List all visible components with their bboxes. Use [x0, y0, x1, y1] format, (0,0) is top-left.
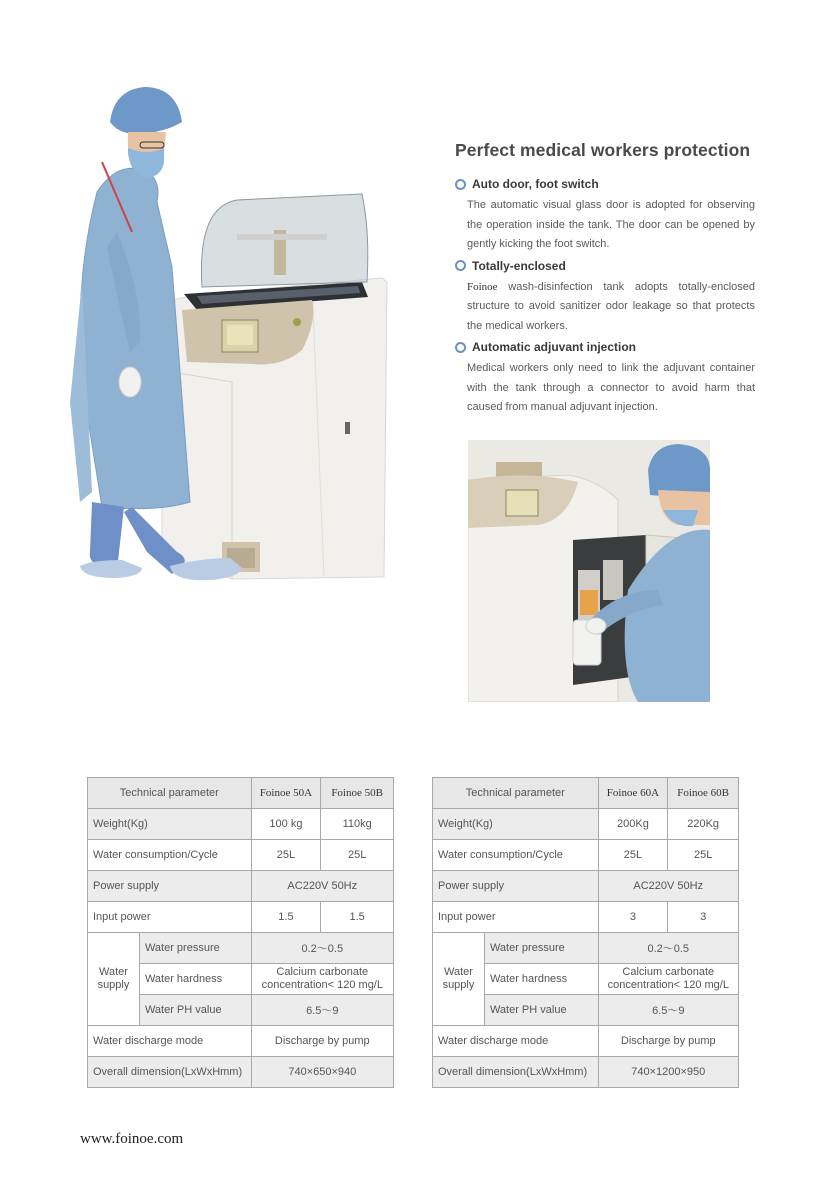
model-b-header: Foinoe 50B: [321, 778, 394, 809]
table-row: Water PH value 6.5～9: [433, 995, 739, 1026]
feature-text-adjuvant: Medical workers only need to link the adjuvant container with the tank through a connector to avoid harm that caused from manual adjuvant injection.: [467, 362, 755, 413]
table-row: Power supply AC220V 50Hz: [433, 871, 739, 902]
features-heading: Perfect medical workers protection: [455, 140, 751, 160]
product-photo-worker: [62, 82, 392, 587]
table-header-row: [88, 778, 394, 809]
table-row: Input power 3 3: [433, 902, 739, 933]
table-row: Weight(Kg) 100 kg 110kg: [88, 809, 394, 840]
table-row: Input power 1.5 1.5: [88, 902, 394, 933]
table-row: Overall dimension(LxWxHmm) 740×650×940: [88, 1057, 394, 1088]
table-row: Water supply Water pressure 0.2～0.5: [433, 933, 739, 964]
bullet-icon: [455, 260, 466, 271]
bullet-icon: [455, 179, 466, 190]
table-row: Power supply AC220V 50Hz: [88, 871, 394, 902]
header-cell: Technical parameter: [88, 778, 252, 809]
bullet-icon: [455, 342, 466, 353]
feature-text-enclosed: Foinoe wash-disinfection tank adopts totally-enclosed structure to avoid sanitizer odor leakage so that protects the medical workers.: [467, 280, 755, 332]
feature-title-enclosed: Totally-enclosed: [455, 259, 755, 273]
table-row: Water hardness Calcium carbonate concentration< 120 mg/L: [433, 964, 739, 995]
table-row: Weight(Kg) 200Kg 220Kg: [433, 809, 739, 840]
feature-title-auto-door: Auto door, foot switch: [455, 177, 755, 191]
table-row: Overall dimension(LxWxHmm) 740×1200×950: [433, 1057, 739, 1088]
model-a-header: Foinoe 50A: [251, 778, 321, 809]
table-row: Water consumption/Cycle 25L 25L: [88, 840, 394, 871]
brand-name: Foinoe: [467, 280, 498, 293]
water-supply-group: Water supply: [88, 933, 140, 1026]
spec-table-50: [87, 777, 394, 1088]
table-row: Water supply Water pressure 0.2～0.5: [88, 933, 394, 964]
table-header-row: [433, 778, 739, 809]
product-photo-adjuvant: [468, 440, 710, 702]
feature-text-auto-door: The automatic visual glass door is adopted for observing the operation inside the tank. The door can be opened by gently kicking the foot switch.: [467, 199, 755, 250]
water-supply-group: Water supply: [433, 933, 485, 1026]
model-a-header: Foinoe 60A: [598, 778, 668, 809]
table-row: Water PH value 6.5～9: [88, 995, 394, 1026]
header-cell: Technical parameter: [433, 778, 599, 809]
website-url: www.foinoe.com: [80, 1131, 184, 1147]
table-row: Water discharge mode Discharge by pump: [433, 1026, 739, 1057]
model-b-header: Foinoe 60B: [668, 778, 739, 809]
table-row: Water discharge mode Discharge by pump: [88, 1026, 394, 1057]
feature-title-adjuvant: Automatic adjuvant injection: [455, 340, 755, 354]
table-row: Water hardness Calcium carbonate concentration< 120 mg/L: [88, 964, 394, 995]
features-section: [455, 140, 755, 422]
table-row: Water consumption/Cycle 25L 25L: [433, 840, 739, 871]
spec-table-60: [432, 777, 739, 1088]
